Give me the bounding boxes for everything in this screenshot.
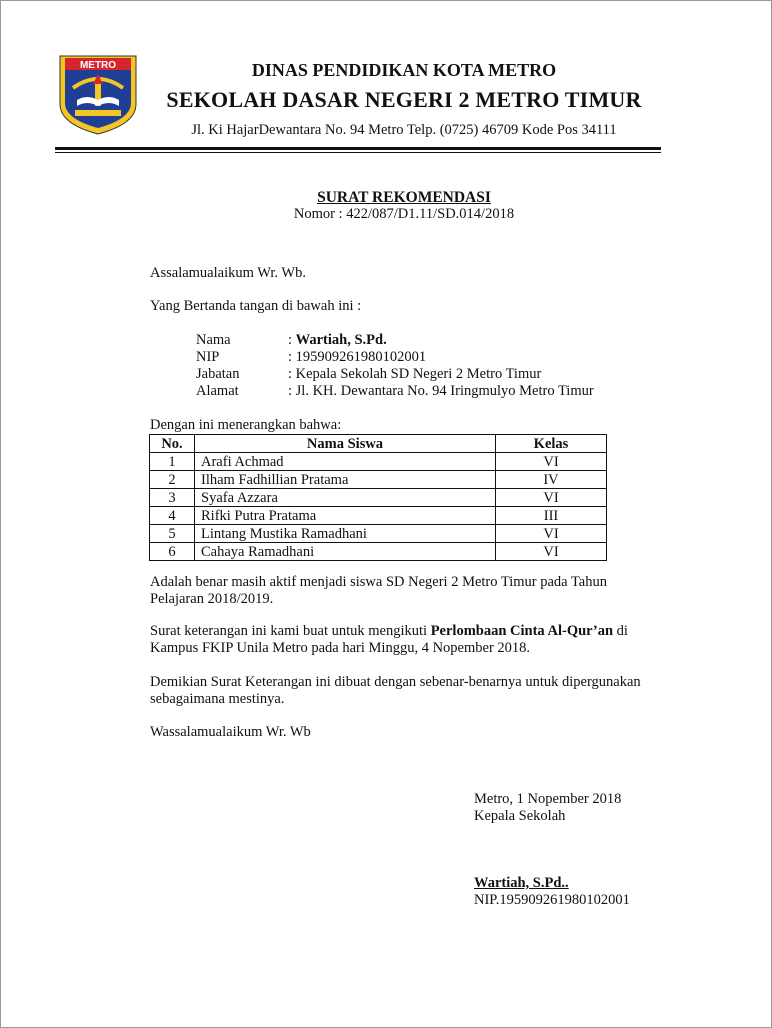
cell-nama: Rifki Putra Pratama: [195, 507, 496, 525]
identity-value: : 195909261980102001: [288, 349, 427, 365]
letterhead-address: Jl. Ki HajarDewantara No. 94 Metro Telp. (0725) 46709 Kode Pos 34111: [191, 122, 617, 138]
identity-value: : Jl. KH. Dewantara No. 94 Iringmulyo Metro Timur: [288, 383, 594, 399]
letter-title: SURAT REKOMENDASI: [317, 189, 491, 206]
purpose-text-post: di Kampus FKIP Unila Metro pada hari Minggu, 4 Nopember 2018.: [150, 623, 628, 656]
identity-label: Alamat: [196, 383, 239, 399]
cell-nama: Syafa Azzara: [195, 489, 496, 507]
table-row: [150, 543, 607, 561]
column-header-no: No.: [150, 435, 195, 453]
cell-kelas: VI: [496, 543, 607, 561]
paragraph-closing: Demikian Surat Keterangan ini dibuat dengan sebenar-benarnya untuk dipergunakan sebagaimana mestinya.: [150, 674, 641, 707]
table-row: [150, 525, 607, 543]
column-header-nama: Nama Siswa: [195, 435, 496, 453]
letterhead-rule-thick: [55, 147, 661, 150]
signatory-name: Wartiah, S.Pd..: [474, 875, 569, 891]
student-table: [149, 434, 607, 561]
column-header-kelas: Kelas: [496, 435, 607, 453]
signature-position: Kepala Sekolah: [474, 808, 566, 824]
signatory-nip: NIP.195909261980102001: [474, 892, 630, 908]
table-row: [150, 453, 607, 471]
identity-label: NIP: [196, 349, 220, 365]
letterhead-rule-thin: [55, 152, 661, 153]
identity-row-nama: [196, 332, 594, 349]
identity-value: : Kepala Sekolah SD Negeri 2 Metro Timur: [288, 366, 542, 382]
identity-value-nama: Wartiah, S.Pd.: [295, 332, 387, 348]
cell-nama: Lintang Mustika Ramadhani: [195, 525, 496, 543]
signatory-identity: [196, 332, 594, 400]
cell-nama: Ilham Fadhillian Pratama: [195, 471, 496, 489]
cell-no: 6: [150, 543, 195, 561]
logo-text: METRO: [79, 60, 117, 71]
opening-statement: Yang Bertanda tangan di bawah ini :: [150, 298, 362, 314]
cell-nama: Cahaya Ramadhani: [195, 543, 496, 561]
table-row: [150, 507, 607, 525]
cell-kelas: VI: [496, 489, 607, 507]
table-header-row: [150, 435, 607, 453]
identity-row-nip: [196, 349, 594, 366]
cell-nama: Arafi Achmad: [195, 453, 496, 471]
identity-row-jabatan: [196, 366, 594, 383]
cell-no: 3: [150, 489, 195, 507]
identity-label: Nama: [196, 332, 231, 348]
identity-row-alamat: [196, 383, 594, 400]
letterhead-school-name: SEKOLAH DASAR NEGERI 2 METRO TIMUR: [166, 87, 642, 112]
cell-no: 2: [150, 471, 195, 489]
cell-kelas: IV: [496, 471, 607, 489]
cell-no: 1: [150, 453, 195, 471]
cell-kelas: VI: [496, 525, 607, 543]
purpose-text-pre: Surat keterangan ini kami buat untuk mengikuti: [150, 623, 431, 639]
paragraph-purpose: [150, 623, 660, 657]
closing-greeting: Wassalamualaikum Wr. Wb: [150, 724, 311, 740]
letterhead-agency: DINAS PENDIDIKAN KOTA METRO: [251, 60, 557, 80]
identity-label: Jabatan: [196, 366, 240, 382]
cell-no: 4: [150, 507, 195, 525]
signature-place-date: Metro, 1 Nopember 2018: [474, 791, 622, 807]
table-row: [150, 489, 607, 507]
school-logo-emblem: [57, 54, 139, 136]
cell-kelas: VI: [496, 453, 607, 471]
cell-no: 5: [150, 525, 195, 543]
table-row: [150, 471, 607, 489]
letter-number: Nomor : 422/087/D1.11/SD.014/2018: [293, 206, 515, 222]
cell-kelas: III: [496, 507, 607, 525]
identity-separator: :: [288, 332, 296, 348]
student-intro: Dengan ini menerangkan bahwa:: [150, 417, 342, 433]
opening-greeting: Assalamualaikum Wr. Wb.: [150, 265, 306, 281]
purpose-event-name: Perlombaan Cinta Al-Qur’an: [430, 623, 614, 639]
paragraph-active-status: Adalah benar masih aktif menjadi siswa SD Negeri 2 Metro Timur pada Tahun Pelajaran 2018/2019.: [150, 574, 607, 607]
